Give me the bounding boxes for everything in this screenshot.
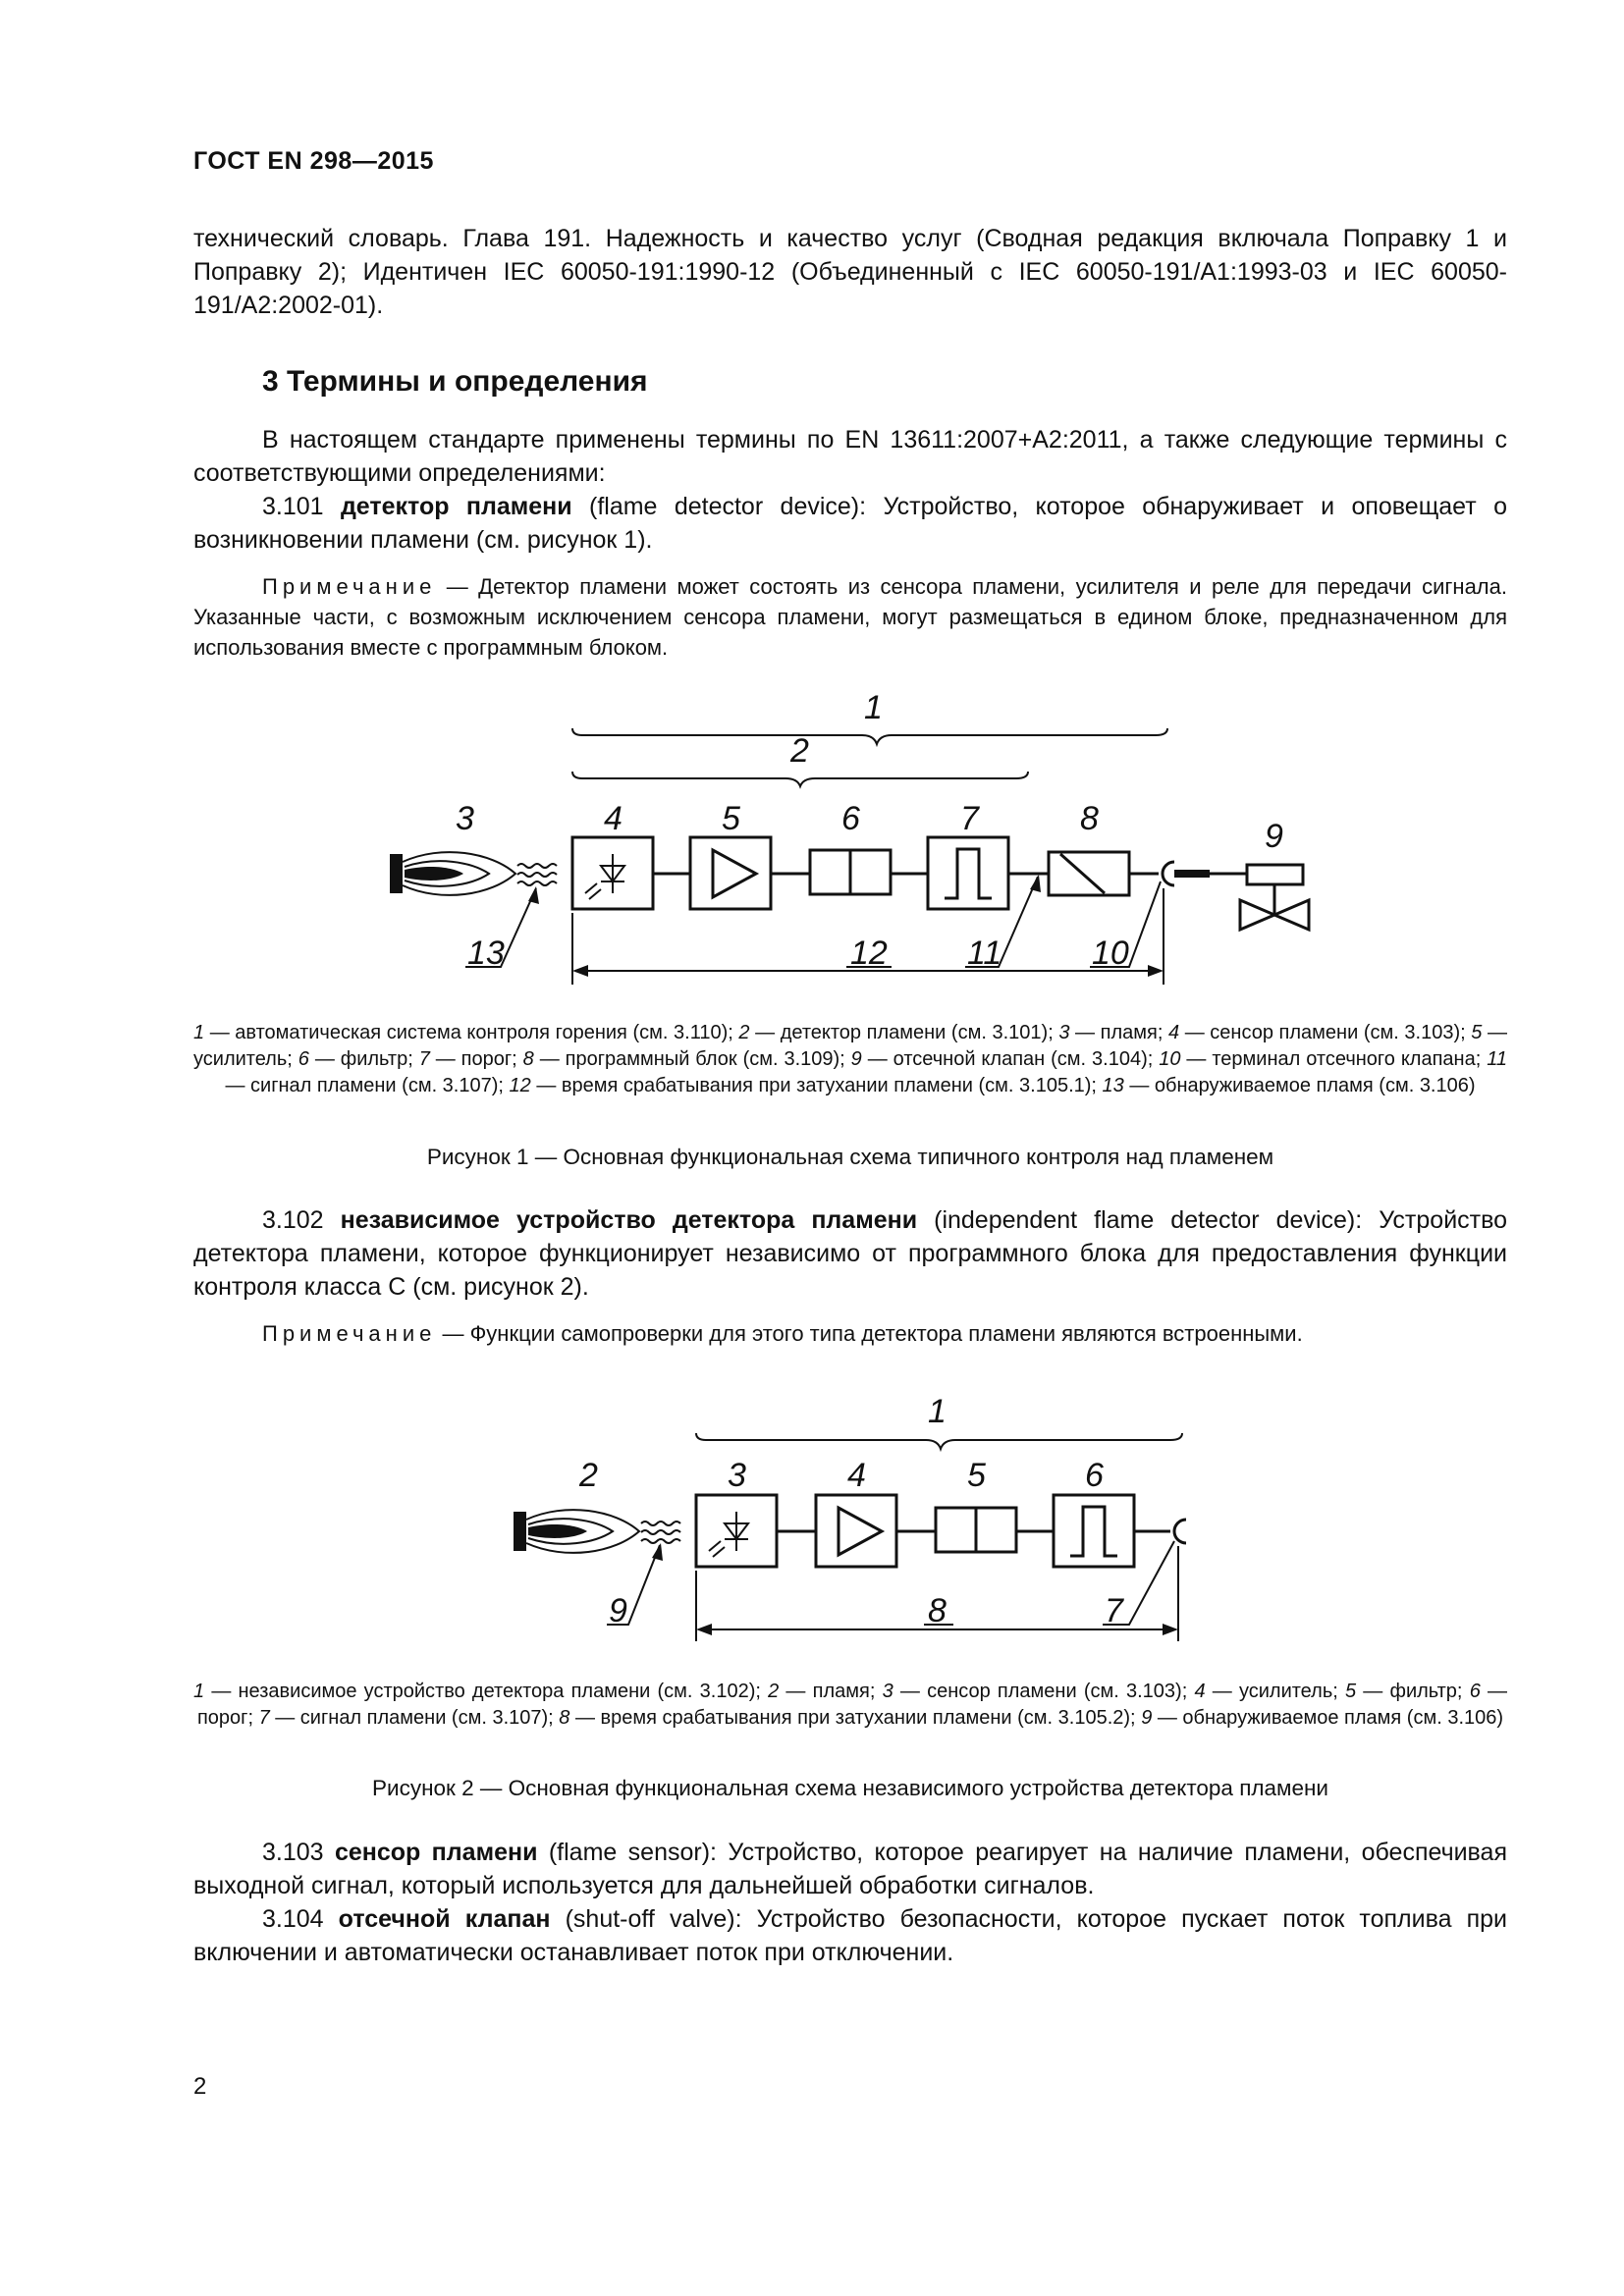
legend-number: 2 (768, 1681, 780, 1702)
term-definition: (shut-off valve): Устройство безопасности, которое пускает поток топлива при включении и автоматически останавливает поток при отключении. (193, 1905, 1507, 1966)
intro-paragraph: технический словарь. Глава 191. Надежность и качество услуг (Сводная редакция включала Поправку 1 и Поправку 2); Идентичен IEC 60050-191:1990-12 (Объединенный с IEC 60050-191/A1:1993-03 и IEC 60050-191/A2:2002-01). (193, 225, 1507, 319)
legend-text: — сигнал пламени (см. 3.107); (225, 1075, 510, 1096)
brace-1 (572, 728, 1167, 744)
legend-text: — время срабатывания при затухании пламени (см. 3.105.2); (569, 1707, 1142, 1729)
label-7: 7 (1105, 1592, 1123, 1629)
legend-text: — порог; (196, 1681, 1508, 1729)
term-definition: (independent flame detector device): Устройство детектора пламени, которое функционирует независимо от программного блока для предоставления функции контроля класса С (см. рисунок 2). (193, 1206, 1508, 1301)
terminal-icon (1174, 1520, 1186, 1543)
radiation-icon (641, 1522, 680, 1543)
photodiode-icon (725, 1512, 748, 1551)
legend-number: 4 (1168, 1022, 1180, 1043)
legend-text: — пламя; (1069, 1022, 1168, 1043)
legend-text: — программный блок (см. 3.109); (533, 1048, 851, 1070)
label-6: 6 (841, 800, 860, 837)
term-number: 3.102 (262, 1206, 324, 1234)
figure-1-diagram (0, 677, 1624, 1001)
legend-number: 13 (1102, 1075, 1124, 1096)
legend-text: — независимое устройство детектора пламени (см. 3.102); (204, 1681, 769, 1702)
note-text: — Функции самопроверки для этого типа детектора пламени являются встроенными. (442, 1321, 1303, 1346)
note-text: — Детектор пламени может состоять из сенсора пламени, усилителя и реле для передачи сигнала. Указанные части, с возможным исключением сенсора пламени, могут размещаться в едином блоке, предназначенном для использования вместе с программным блоком. (193, 574, 1507, 660)
legend-text: — усилитель; (1205, 1681, 1345, 1702)
legend-number: 3 (1058, 1022, 1070, 1043)
threshold-icon (1070, 1507, 1117, 1556)
legend-number: 12 (509, 1075, 531, 1096)
label-4: 4 (847, 1457, 866, 1494)
legend-text: — обнаруживаемое пламя (см. 3.106) (1152, 1707, 1504, 1729)
figure-2-caption: Рисунок 2 — Основная функциональная схема независимого устройства детектора пламени (372, 1776, 1328, 1800)
label-5: 5 (722, 800, 740, 837)
amplifier-icon (839, 1508, 882, 1555)
legend-text: — сенсор пламени (см. 3.103); (1179, 1022, 1472, 1043)
legend-number: 9 (1141, 1707, 1153, 1729)
photodiode-icon (601, 854, 624, 893)
label-7: 7 (960, 800, 979, 837)
legend-number: 6 (298, 1048, 309, 1070)
legend-text: — автоматическая система контроля горения (см. 3.110); (204, 1022, 739, 1043)
legend-text: — порог; (429, 1048, 523, 1070)
legend-text: — детектор пламени (см. 3.101); (749, 1022, 1059, 1043)
amplifier-icon (713, 850, 756, 897)
burner-icon (390, 854, 403, 893)
brace-2 (572, 772, 1028, 786)
section-lead: В настоящем стандарте применены термины по EN 13611:2007+A2:2011, а также следующие термины с соответствующими определениями: (193, 426, 1507, 487)
legend-number: 10 (1159, 1048, 1181, 1070)
label-2: 2 (579, 1457, 598, 1494)
legend-number: 8 (559, 1707, 570, 1729)
label-9: 9 (609, 1592, 627, 1629)
figure-2-diagram (0, 1374, 1624, 1659)
brace-1 (696, 1433, 1182, 1449)
legend-text: — усилитель; (193, 1022, 1507, 1070)
term-name: отсечной клапан (338, 1905, 551, 1933)
legend-text: — фильтр; (1356, 1681, 1470, 1702)
note-label: Примечание (262, 574, 437, 599)
legend-number: 6 (1469, 1681, 1481, 1702)
term-number: 3.104 (262, 1905, 324, 1933)
figure-2-legend (193, 1679, 1507, 1732)
legend-text: — время срабатывания при затухании пламени (см. 3.105.1); (530, 1075, 1103, 1096)
label-1: 1 (864, 689, 883, 726)
section-heading: 3 Термины и определения (262, 365, 648, 398)
term-3-104 (193, 1902, 1507, 1969)
label-6: 6 (1085, 1457, 1104, 1494)
label-12: 12 (850, 934, 888, 972)
legend-number: 2 (738, 1022, 750, 1043)
term-number: 3.103 (262, 1839, 324, 1866)
legend-number: 7 (258, 1707, 270, 1729)
terminal-icon (1163, 862, 1174, 885)
term-name: сенсор пламени (334, 1839, 538, 1866)
note-1 (193, 571, 1507, 663)
legend-number: 5 (1471, 1022, 1483, 1043)
block-amplifier (690, 837, 771, 909)
note-label: Примечание (262, 1321, 437, 1346)
page-number: 2 (193, 2073, 207, 2100)
legend-text: — отсечной клапан (см. 3.104); (861, 1048, 1160, 1070)
legend-number: 8 (522, 1048, 534, 1070)
label-13: 13 (467, 934, 505, 972)
valve-actuator (1247, 865, 1303, 884)
radiation-icon (517, 864, 557, 885)
term-3-102 (193, 1203, 1507, 1304)
label-10: 10 (1092, 934, 1129, 972)
figure-1-legend (193, 1020, 1507, 1099)
term-definition: (flame detector device): Устройство, которое обнаруживает и оповещает о возникновении пламени (см. рисунок 1). (193, 493, 1507, 554)
term-definition: (flame sensor): Устройство, которое реагирует на наличие пламени, обеспечивая выходной сигнал, который используется для дальнейшей обработки сигналов. (193, 1839, 1507, 1899)
legend-text: — фильтр; (308, 1048, 419, 1070)
legend-number: 11 (1487, 1048, 1507, 1070)
label-11: 11 (967, 934, 1002, 972)
legend-number: 7 (418, 1048, 430, 1070)
block-programmer (1049, 852, 1129, 895)
term-number: 3.101 (262, 493, 324, 520)
term-name: детектор пламени (340, 493, 572, 520)
document-header: ГОСТ EN 298—2015 (193, 147, 434, 175)
label-3: 3 (728, 1457, 746, 1494)
legend-number: 5 (1344, 1681, 1357, 1702)
label-3: 3 (456, 800, 474, 837)
label-8: 8 (1080, 800, 1099, 837)
label-5: 5 (967, 1457, 986, 1494)
legend-number: 9 (850, 1048, 862, 1070)
burner-icon (514, 1512, 526, 1551)
block-amplifier (816, 1495, 896, 1567)
legend-text: — терминал отсечного клапана; (1180, 1048, 1488, 1070)
legend-number: 3 (882, 1681, 893, 1702)
figure-1-caption: Рисунок 1 — Основная функциональная схема типичного контроля над пламенем (426, 1145, 1274, 1169)
label-8: 8 (928, 1592, 947, 1629)
legend-number: 1 (193, 1681, 205, 1702)
legend-text: — пламя; (779, 1681, 883, 1702)
label-2: 2 (790, 732, 809, 770)
threshold-icon (945, 849, 992, 898)
note-2 (193, 1318, 1507, 1349)
legend-number: 1 (193, 1022, 205, 1043)
term-3-101 (193, 490, 1507, 557)
legend-text: — обнаруживаемое пламя (см. 3.106) (1123, 1075, 1476, 1096)
label-1: 1 (928, 1393, 947, 1430)
term-name: независимое устройство детектора пламени (340, 1206, 918, 1234)
legend-text: — сигнал пламени (см. 3.107); (269, 1707, 560, 1729)
term-3-103 (193, 1836, 1507, 1902)
legend-number: 4 (1194, 1681, 1206, 1702)
legend-text: — сенсор пламени (см. 3.103); (893, 1681, 1195, 1702)
label-4: 4 (604, 800, 623, 837)
label-9: 9 (1265, 818, 1283, 855)
